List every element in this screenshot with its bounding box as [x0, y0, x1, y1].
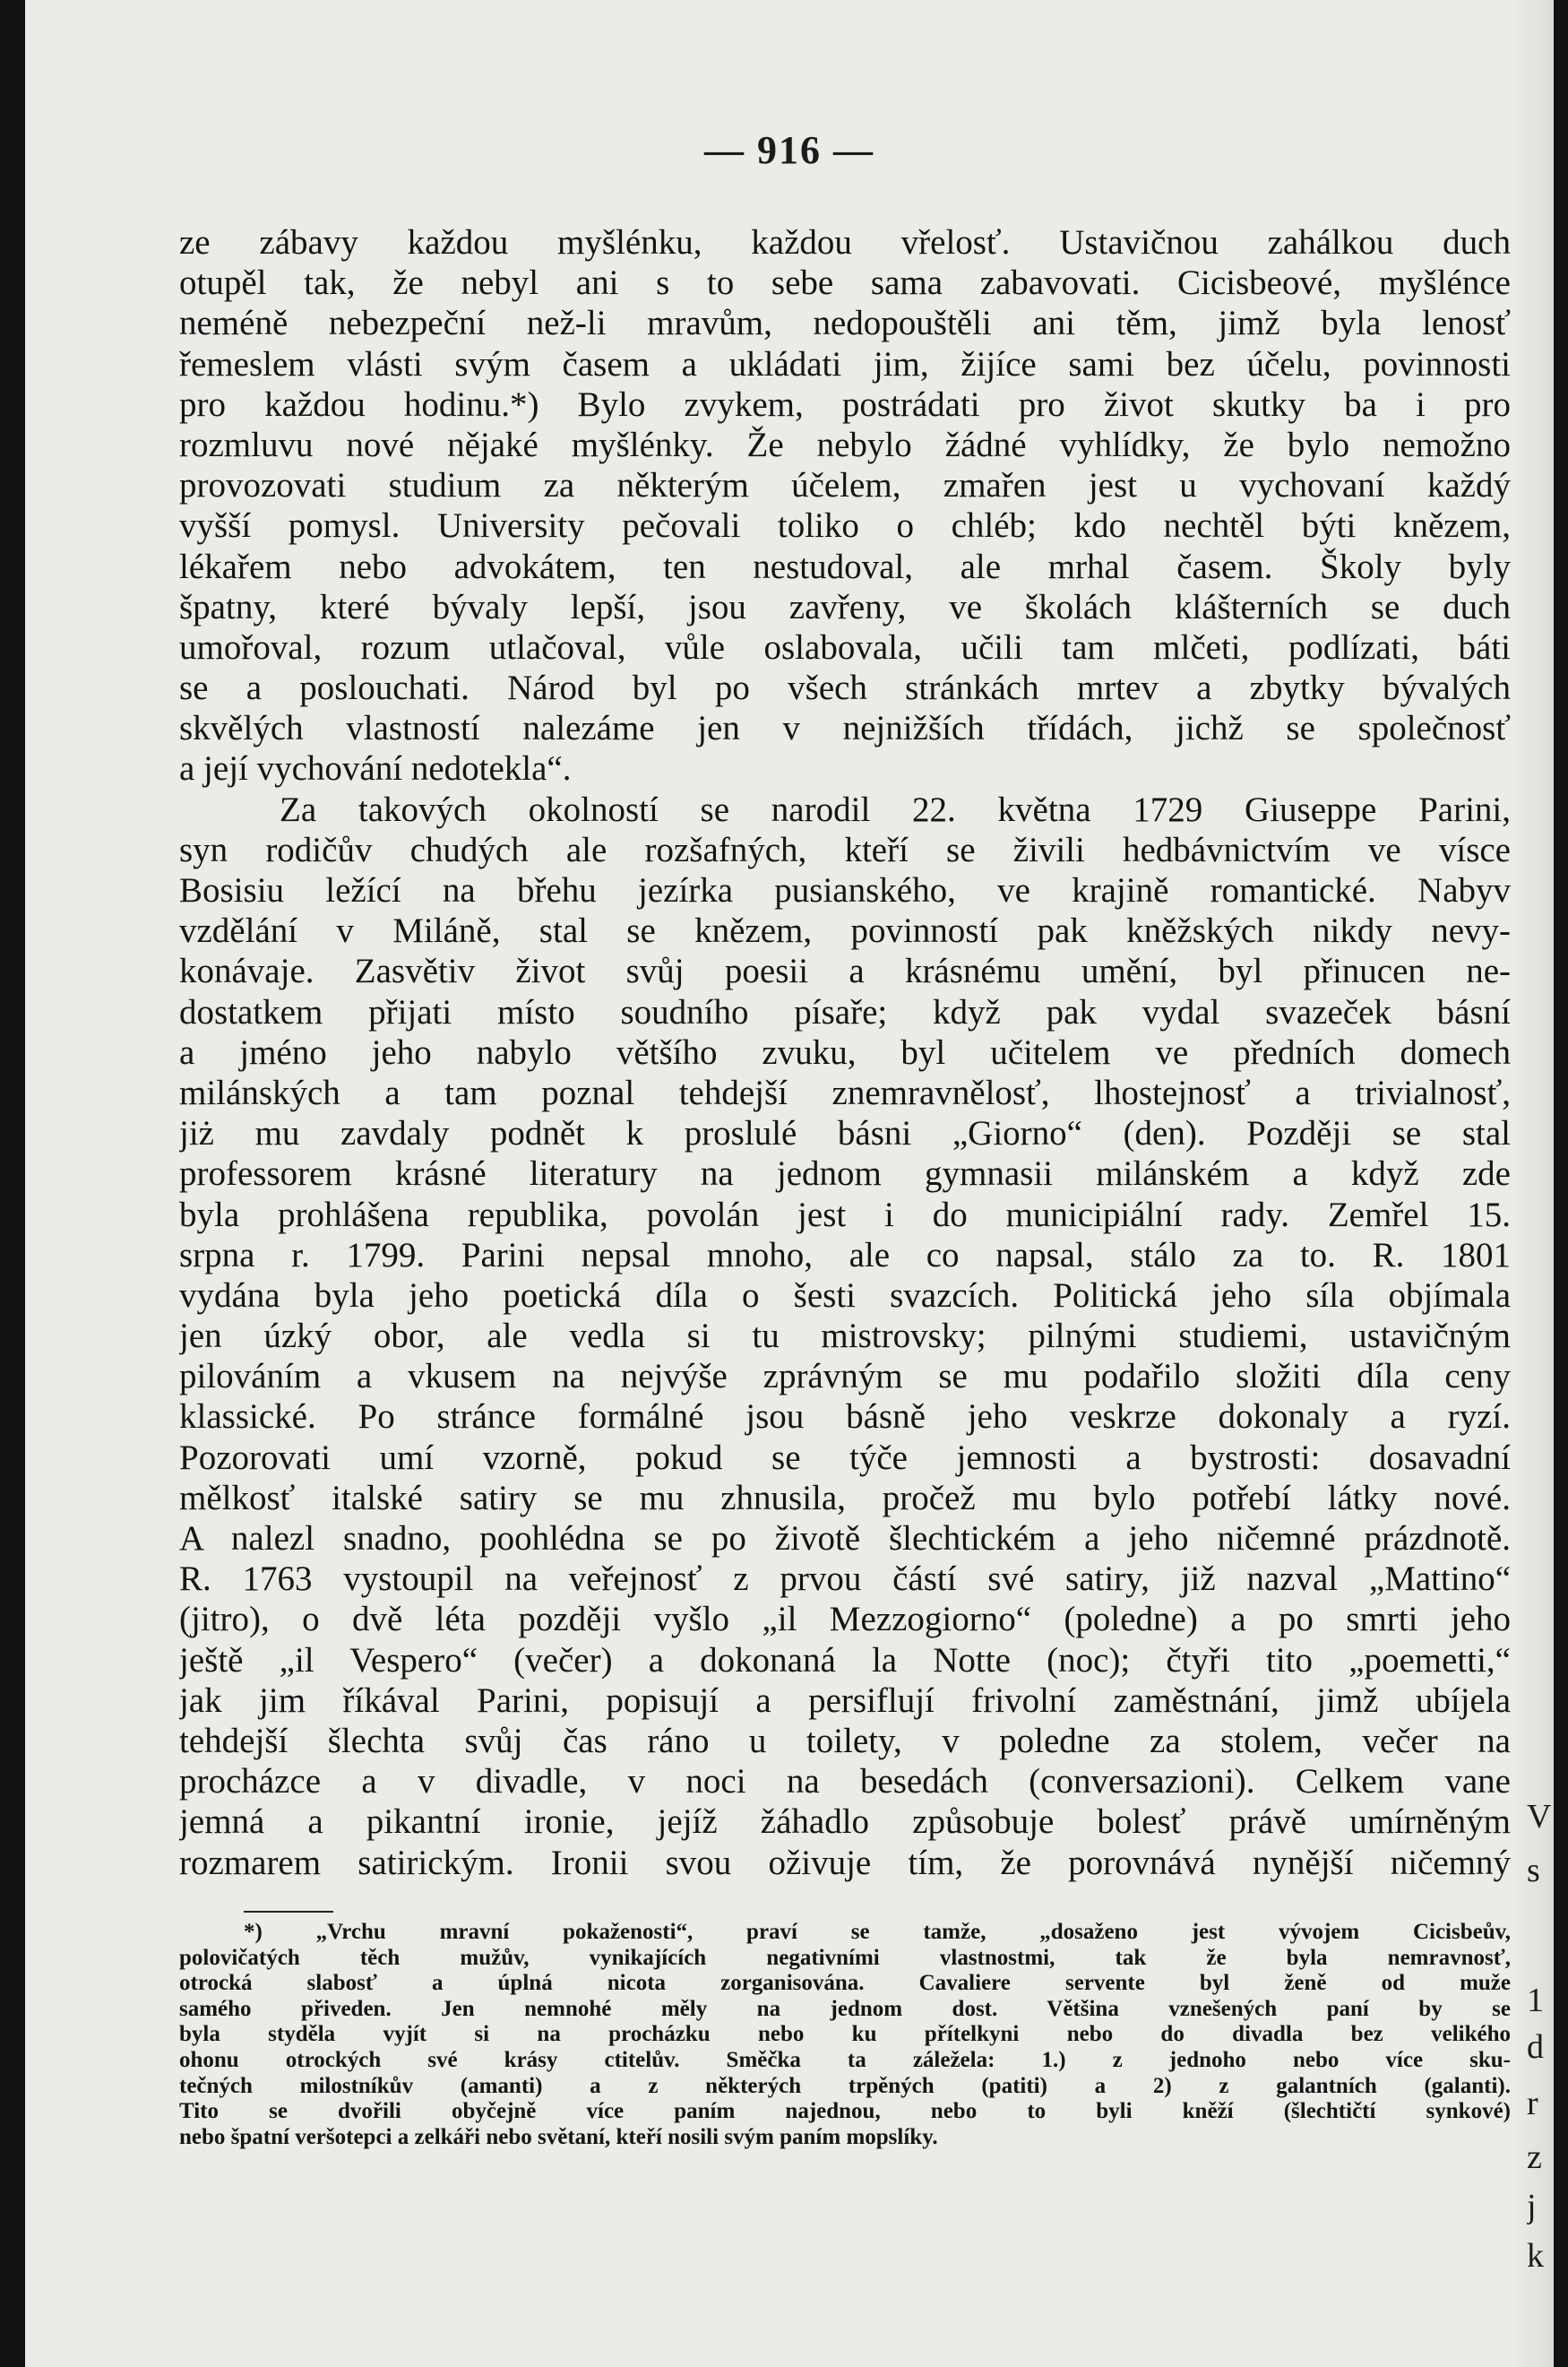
- text-line: se a poslouchati. Národ byl po všech stránkách mrtev a zbytky bývalých: [179, 669, 1511, 708]
- edge-letter: k: [1527, 2237, 1544, 2275]
- text-line: rozmarem satirickým. Ironii svou oživuje tím, že porovnává nynější ničemný: [179, 1843, 1511, 1882]
- text-line: jiż mu zavdaly podnět k proslulé básni „Giorno“ (den). Později se stal: [179, 1114, 1511, 1153]
- text-line: lékařem nebo advokátem, ten nestudoval, ale mrhal časem. Školy byly: [179, 547, 1511, 586]
- text-line: Za takových okolností se narodil 22. května 1729 Giuseppe Parini,: [280, 790, 1511, 829]
- text-line: provozovati studium za některým účelem, zmařen jest u vychovaní každý: [179, 466, 1511, 505]
- text-line: skvělých vlastností nalezáme jen v nejnižších třídách, jichž se společnosť: [179, 709, 1511, 748]
- book-page: [25, 0, 1554, 2367]
- text-line: ještě „il Vespero“ (večer) a dokonaná la Notte (noc); čtyři tito „poemetti,“: [179, 1640, 1511, 1680]
- text-line: syn rodičův chudých ale rozšafných, kteří se živili hedbávnictvím ve vísce: [179, 830, 1511, 869]
- edge-letter: V: [1527, 1798, 1552, 1836]
- edge-letter: d: [1527, 2028, 1544, 2066]
- text-line: Pozorovati umí vzorně, pokud se týče jemnosti a bystrosti: dosavadní: [179, 1438, 1511, 1477]
- edge-letter: 1: [1527, 1982, 1544, 2019]
- footnotes: [179, 1920, 1511, 2150]
- footnote-line: nebo špatní veršotepci a zelkáři nebo světaní, kteří nosili svým paním mopslíky.: [179, 2124, 938, 2149]
- text-line: ze zábavy každou myšlénku, každou vřelosť. Ustavičnou zahálkou duch: [179, 223, 1511, 262]
- text-line: rozmluvu nové nějaké myšlénky. Že nebylo žádné vyhlídky, že bylo nemožno: [179, 425, 1511, 464]
- body-text: [179, 222, 1511, 1883]
- text-line: a její vychování nedotekla“.: [179, 749, 572, 789]
- edge-letter: z: [1527, 2138, 1542, 2176]
- footnote-line: *) „Vrchu mravní pokaženosti“, praví se tamže, „dosaženo jest vývojem Cicisbeův,: [244, 1920, 1511, 1944]
- text-line: (jitro), o dvě léta později vyšlo „il Mezzogiorno“ (poledne) a po smrti jeho: [179, 1600, 1511, 1639]
- footnote-line: polovičatých těch mužův, vynikajících negativními vlastnostmi, tak že byla nemravnosť,: [179, 1945, 1511, 1970]
- text-line: Bosisiu ležící na břehu jezírka pusianského, ve krajině romantické. Nabyv: [179, 871, 1511, 910]
- text-line: řemeslem vlásti svým časem a ukládati jim, žijíce sami bez účelu, povinnosti: [179, 344, 1511, 384]
- footnote-line: byla styděla vyjít si na procházku nebo ku přítelkyni nebo do divadla bez velikého: [179, 2022, 1511, 2047]
- edge-letter: s: [1527, 1852, 1540, 1889]
- text-line: neméně nebezpeční než-li mravům, nedopouštěli ani těm, jimž byla lenosť: [179, 304, 1511, 343]
- text-line: jemná a pikantní ironie, jejíž žáhadlo způsobuje bolesť právě umírněným: [179, 1802, 1511, 1842]
- text-line: byla prohlášena republika, povolán jest i do municipiální rady. Zemřel 15.: [179, 1195, 1511, 1234]
- text-line: umořoval, rozum utlačoval, vůle oslabovala, učili tam mlčeti, podlízati, báti: [179, 627, 1511, 667]
- text-line: špatny, které bývaly lepší, jsou zavřeny, ve školách klášterních se duch: [179, 587, 1511, 626]
- text-line: srpna r. 1799. Parini nepsal mnoho, ale co napsal, stálo za to. R. 1801: [179, 1235, 1511, 1274]
- text-line: jak jim říkával Parini, popisují a persiflují frivolní zaměstnání, jimž ubíjela: [179, 1680, 1511, 1720]
- text-line: tehdejší šlechta svůj čas ráno u toilety, v poledne za stolem, večer na: [179, 1721, 1511, 1760]
- text-line: vzdělání v Miláně, stal se knězem, povinností pak kněžských nikdy nevy-: [179, 911, 1511, 951]
- text-line: a jméno jeho nabylo většího zvuku, byl učitelem ve předních domech: [179, 1032, 1511, 1072]
- text-line: pro každou hodinu.*) Bylo zvykem, postrádati pro život skutky ba i pro: [179, 384, 1511, 424]
- text-line: pilováním a vkusem na nejvýše zprávným se mu podařilo složiti díla ceny: [179, 1357, 1511, 1396]
- footnote-line: Tito se dvořili obyčejně více paním najednou, nebo to byli kněží (šlechtičtí synkové): [179, 2099, 1511, 2124]
- footnote-line: otrocká slabosť a úplná nicota zorganisována. Cavaliere servente byl ženě od muže: [179, 1971, 1511, 1996]
- text-line: jen úzký obor, ale vedla si tu mistrovsky; pilnými studiemi, ustavičným: [179, 1317, 1511, 1356]
- text-line: milánských a tam poznal tehdejší znemravnělosť, lhostejnosť a trivialnosť,: [179, 1073, 1511, 1112]
- footnote-divider: [244, 1911, 333, 1913]
- text-line: konávaje. Zasvětiv život svůj poesii a krásnému umění, byl přinucen ne-: [179, 952, 1511, 991]
- text-line: vyšší pomysl. University pečovali toliko o chléb; kdo nechtěl býti knězem,: [179, 506, 1511, 546]
- text-line: professorem krásné literatury na jednom gymnasii milánském a když zde: [179, 1154, 1511, 1194]
- text-line: dostatkem přijati místo soudního písaře; když pak vydal svazeček básní: [179, 992, 1511, 1032]
- page-number: — 916 —: [704, 128, 874, 172]
- footnote-line: tečných milostníkův (amanti) a z některých trpěných (patiti) a 2) z galantních (galanti).: [179, 2073, 1511, 2098]
- text-line: procházce a v divadle, v noci na besedách (conversazioni). Celkem vane: [179, 1762, 1511, 1801]
- text-line: otupěl tak, že nebyl ani s to sebe sama zabavovati. Cicisbeové, myšlénce: [179, 263, 1511, 303]
- text-line: mělkosť italské satiry se mu zhnusila, pročež mu bylo potřebí látky nové.: [179, 1478, 1511, 1517]
- text-line: A nalezl snadno, poohlédna se po životě šlechtickém a jeho ničemné prázdnotě.: [179, 1519, 1511, 1558]
- footnote-line: ohonu otrockých své krásy ctitelův. Směčka ta záležela: 1.) z jednoho nebo více sku-: [179, 2047, 1511, 2072]
- edge-letter: j: [1527, 2188, 1537, 2225]
- text-line: R. 1763 vystoupil na veřejnosť z prvou částí své satiry, již nazval „Mattino“: [179, 1559, 1511, 1599]
- text-line: klassické. Po stránce formálné jsou básně jeho veskrze dokonaly a ryzí.: [179, 1397, 1511, 1437]
- text-line: vydána byla jeho poetická díla o šesti svazcích. Politická jeho síla objímala: [179, 1275, 1511, 1315]
- edge-letter: r: [1527, 2085, 1538, 2122]
- footnote-line: samého přiveden. Jen nemnohé měly na jednom dost. Většina vznešených paní by se: [179, 1996, 1511, 2021]
